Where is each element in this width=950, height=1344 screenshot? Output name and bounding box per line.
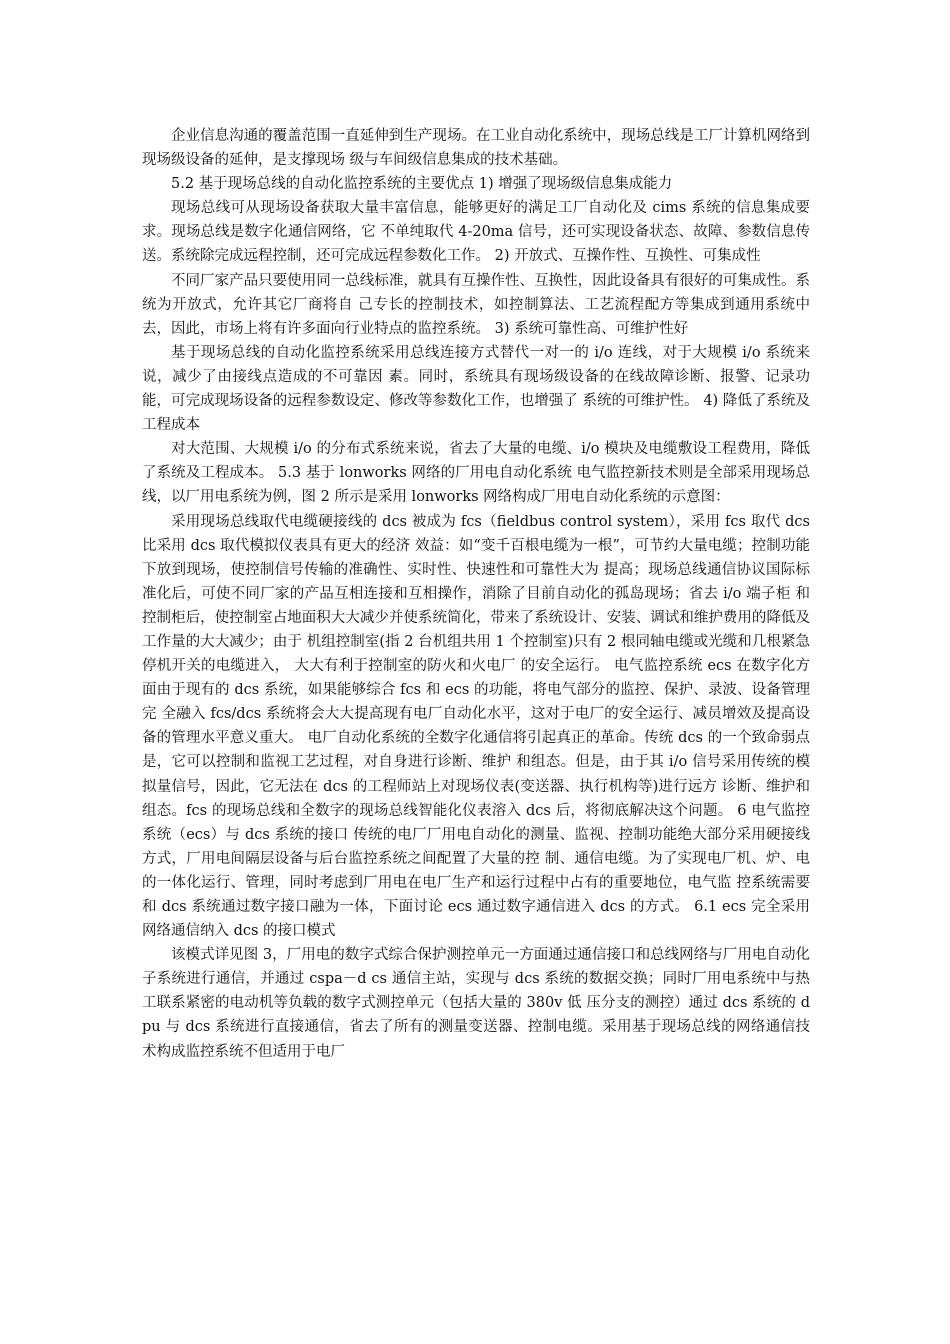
paragraph-4: 不同厂家产品只要使用同一总线标准，就具有互操作性、互换性，因此设备具有很好的可集成性。系统为开放式，允许其它厂商将自 己专长的控制技术，如控制算法、工艺流程配方等集成到通用系统中去，因此，市场上将有许多面向行业特点的监控系统。 3) 系统可靠性高、可维护性好 — [142, 272, 810, 337]
document-page — [142, 124, 810, 1064]
paragraph-7: 采用现场总线取代电缆硬接线的 dcs 被成为 fcs（fieldbus control system），采用 fcs 取代 dcs 比采用 dcs 取代模拟仪表具有更大的经济 效益：如“变千百根电缆为一根”，可节约大量电缆；控制功能下放到现场，使控制信号传输的准确性、实时性、快速性和可靠性大为 提高；现场总线通信协议国际标准化后，可使不同厂家的产品互相连接和互相操作，消除了目前自动化的孤岛现场；省去 i/o 端子柜 和控制柜后，使控制室占地面积大大减少并使系统简化，带来了系统设计、安装、调试和维护费用的降低及工作量的大大减少；由于 机组控制室(指 2 台机组共用 1 个控制室)只有 2 根同轴电缆或光缆和几根紧急停机开关的电缆进入， 大大有利于控制室的防火和火电厂 的安全运行。 电气监控系统 ecs 在数字化方面由于现有的 dcs 系统，如果能够综合 fcs 和 ecs 的功能，将电气部分的监控、保护、录波、设备管理完 全融入 fcs/dcs 系统将会大大提高现有电厂自动化水平，这对于电厂的安全运行、减员增效及提高设备的管理水平意义重大。 电厂自动化系统的全数字化通信将引起真正的革命。传统 dcs 的一个致命弱点是，它可以控制和监视工艺过程，对自身进行诊断、维护 和组态。但是，由于其 i/o 信号采用传统的模拟量信号，因此，它无法在 dcs 的工程师站上对现场仪表(变送器、执行机构等)进行远方 诊断、维护和组态。fcs 的现场总线和全数字的现场总线智能化仪表溶入 dcs 后，将彻底解决这个问题。 6 电气监控系统（ecs）与 dcs 系统的接口 传统的电厂厂用电自动化的测量、监视、控制功能绝大部分采用硬接线方式，厂用电间隔层设备与后台监控系统之间配置了大量的控 制、通信电缆。为了实现电厂机、炉、电的一体化运行、管理，同时考虑到厂用电在电厂生产和运行过程中占有的重要地位，电气监 控系统需要和 dcs 系统通过数字接口融为一体，下面讨论 ecs 通过数字通信进入 dcs 的方式。 6.1 ecs 完全采用网络通信纳入 dcs 的接口模式 — [142, 513, 810, 940]
paragraph-2-heading: 5.2 基于现场总线的自动化监控系统的主要优点 1) 增强了现场级信息集成能力 — [171, 176, 673, 193]
paragraph-6: 对大范围、大规模 i/o 的分布式系统来说，省去了大量的电缆、i/o 模块及电缆敷设工程费用，降低了系统及工程成本。 5.3 基于 lonworks 网络的厂用电自动化系统 电气监控新技术则是全部采用现场总线，以厂用电系统为例，图 2 所示是采用 lonworks 网络构成厂用电自动化系统的示意图： — [142, 441, 810, 506]
paragraph-1: 企业信息沟通的覆盖范围一直延伸到生产现场。在工业自动化系统中，现场总线是工厂计算机网络到现场级设备的延伸，是支撑现场 级与车间级信息集成的技术基础。 — [142, 128, 810, 169]
paragraph-5: 基于现场总线的自动化监控系统采用总线连接方式替代一对一的 i/o 连线，对于大规模 i/o 系统来说，减少了由接线点造成的不可靠因 素。同时，系统具有现场级设备的在线故障诊断、报警、记录功能，可完成现场设备的远程参数设定、修改等参数化工作，也增强了 系统的可维护性。 4) 降低了系统及工程成本 — [142, 344, 810, 434]
paragraph-3: 现场总线可从现场设备获取大量丰富信息，能够更好的满足工厂自动化及 cims 系统的信息集成要求。现场总线是数字化通信网络，它 不单纯取代 4-20ma 信号，还可实现设备状态、故障、参数信息传送。系统除完成远程控制，还可完成远程参数化工作。 2) 开放式、互操作性、互换性、可集成性 — [142, 200, 810, 265]
paragraph-8: 该模式详见图 3，厂用电的数字式综合保护测控单元一方面通过通信接口和总线网络与厂用电自动化子系统进行通信，并通过 cspa－d cs 通信主站，实现与 dcs 系统的数据交换；同时厂用电系统中与热工联系紧密的电动机等负载的数字式测控单元（包括大量的 380v 低 压分支的测控）通过 dcs 系统的 dpu 与 dcs 系统进行直接通信，省去了所有的测量变送器、控制电缆。采用基于现场总线的网络通信技 术构成监控系统不但适用于电厂 — [142, 947, 810, 1060]
